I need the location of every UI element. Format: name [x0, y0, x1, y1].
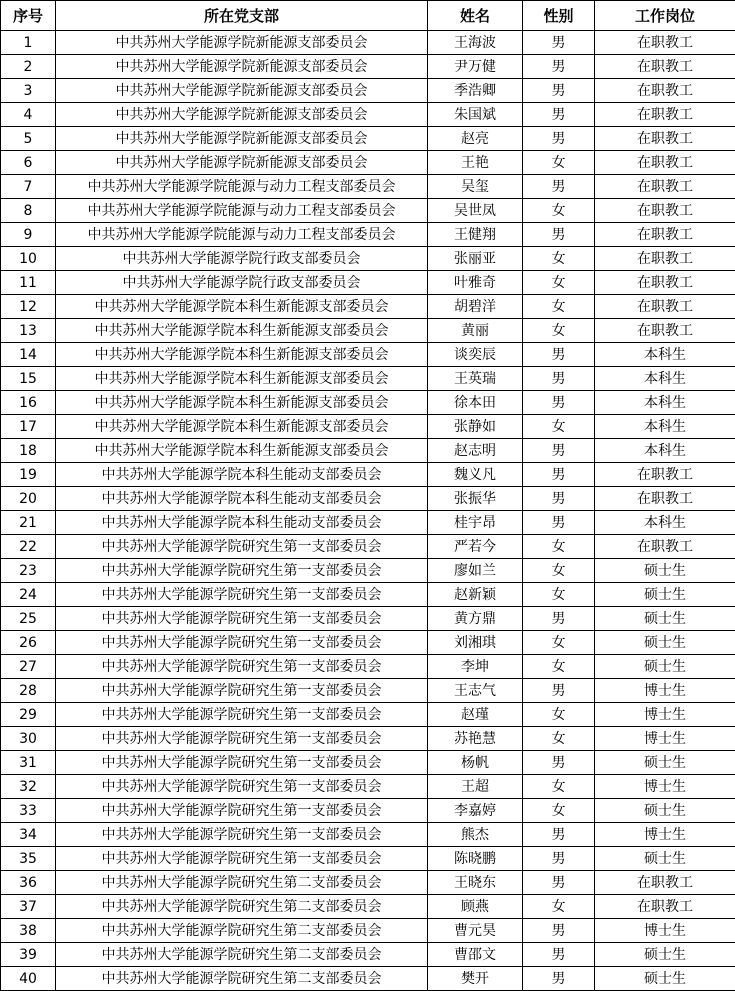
cell-name: 季浩卿	[428, 79, 523, 103]
cell-post: 硕士生	[595, 607, 735, 631]
cell-name: 吴世凤	[428, 199, 523, 223]
cell-branch: 中共苏州大学能源学院新能源支部委员会	[56, 151, 428, 175]
table-row	[1, 607, 735, 631]
header-branch: 所在党支部	[56, 1, 428, 31]
cell-branch: 中共苏州大学能源学院研究生第二支部委员会	[56, 871, 428, 895]
cell-index: 20	[1, 487, 56, 511]
cell-index: 26	[1, 631, 56, 655]
cell-gender: 男	[523, 919, 595, 943]
cell-branch: 中共苏州大学能源学院研究生第一支部委员会	[56, 775, 428, 799]
cell-index: 16	[1, 391, 56, 415]
table-row	[1, 967, 735, 991]
cell-name: 叶雅奇	[428, 271, 523, 295]
cell-index: 10	[1, 247, 56, 271]
cell-post: 在职教工	[595, 247, 735, 271]
cell-branch: 中共苏州大学能源学院研究生第二支部委员会	[56, 895, 428, 919]
cell-branch: 中共苏州大学能源学院研究生第一支部委员会	[56, 751, 428, 775]
table-row	[1, 319, 735, 343]
cell-gender: 女	[523, 727, 595, 751]
cell-gender: 女	[523, 247, 595, 271]
cell-post: 博士生	[595, 823, 735, 847]
cell-name: 王健翔	[428, 223, 523, 247]
cell-gender: 女	[523, 271, 595, 295]
cell-branch: 中共苏州大学能源学院研究生第二支部委员会	[56, 943, 428, 967]
cell-branch: 中共苏州大学能源学院本科生新能源支部委员会	[56, 391, 428, 415]
table-row	[1, 415, 735, 439]
cell-post: 在职教工	[595, 535, 735, 559]
cell-gender: 男	[523, 439, 595, 463]
cell-gender: 男	[523, 463, 595, 487]
cell-name: 廖如兰	[428, 559, 523, 583]
header-index: 序号	[1, 1, 56, 31]
cell-name: 王海波	[428, 31, 523, 55]
cell-name: 魏义凡	[428, 463, 523, 487]
cell-name: 曹元昊	[428, 919, 523, 943]
cell-post: 博士生	[595, 775, 735, 799]
cell-branch: 中共苏州大学能源学院本科生新能源支部委员会	[56, 439, 428, 463]
cell-index: 8	[1, 199, 56, 223]
cell-post: 本科生	[595, 415, 735, 439]
cell-gender: 男	[523, 487, 595, 511]
cell-gender: 男	[523, 223, 595, 247]
table-row	[1, 151, 735, 175]
cell-name: 赵新颖	[428, 583, 523, 607]
cell-index: 24	[1, 583, 56, 607]
cell-name: 顾燕	[428, 895, 523, 919]
cell-index: 19	[1, 463, 56, 487]
cell-index: 29	[1, 703, 56, 727]
cell-branch: 中共苏州大学能源学院研究生第二支部委员会	[56, 967, 428, 991]
cell-gender: 男	[523, 31, 595, 55]
cell-index: 36	[1, 871, 56, 895]
table-row	[1, 295, 735, 319]
cell-branch: 中共苏州大学能源学院能源与动力工程支部委员会	[56, 175, 428, 199]
cell-gender: 女	[523, 559, 595, 583]
cell-index: 39	[1, 943, 56, 967]
cell-post: 在职教工	[595, 463, 735, 487]
cell-post: 本科生	[595, 343, 735, 367]
cell-gender: 女	[523, 775, 595, 799]
cell-index: 17	[1, 415, 56, 439]
cell-name: 王超	[428, 775, 523, 799]
cell-name: 曹邵文	[428, 943, 523, 967]
cell-index: 25	[1, 607, 56, 631]
cell-index: 23	[1, 559, 56, 583]
cell-branch: 中共苏州大学能源学院研究生第一支部委员会	[56, 679, 428, 703]
cell-branch: 中共苏州大学能源学院研究生第一支部委员会	[56, 847, 428, 871]
cell-index: 31	[1, 751, 56, 775]
cell-name: 胡碧洋	[428, 295, 523, 319]
cell-branch: 中共苏州大学能源学院新能源支部委员会	[56, 127, 428, 151]
cell-post: 在职教工	[595, 127, 735, 151]
cell-branch: 中共苏州大学能源学院研究生第一支部委员会	[56, 799, 428, 823]
cell-name: 桂宇昂	[428, 511, 523, 535]
table-row	[1, 679, 735, 703]
cell-index: 27	[1, 655, 56, 679]
cell-gender: 女	[523, 583, 595, 607]
cell-branch: 中共苏州大学能源学院本科生能动支部委员会	[56, 487, 428, 511]
cell-branch: 中共苏州大学能源学院本科生新能源支部委员会	[56, 295, 428, 319]
cell-index: 33	[1, 799, 56, 823]
cell-branch: 中共苏州大学能源学院研究生第一支部委员会	[56, 727, 428, 751]
cell-post: 本科生	[595, 391, 735, 415]
table-row	[1, 511, 735, 535]
cell-post: 在职教工	[595, 55, 735, 79]
cell-post: 硕士生	[595, 967, 735, 991]
cell-name: 黄方鼎	[428, 607, 523, 631]
cell-post: 本科生	[595, 511, 735, 535]
cell-gender: 男	[523, 55, 595, 79]
cell-name: 黄丽	[428, 319, 523, 343]
cell-post: 在职教工	[595, 895, 735, 919]
cell-branch: 中共苏州大学能源学院研究生第一支部委员会	[56, 655, 428, 679]
cell-name: 李嘉婷	[428, 799, 523, 823]
cell-branch: 中共苏州大学能源学院本科生新能源支部委员会	[56, 319, 428, 343]
cell-index: 4	[1, 103, 56, 127]
cell-name: 尹万健	[428, 55, 523, 79]
cell-branch: 中共苏州大学能源学院研究生第一支部委员会	[56, 703, 428, 727]
cell-index: 38	[1, 919, 56, 943]
table-header-row	[1, 1, 735, 31]
cell-gender: 女	[523, 655, 595, 679]
cell-branch: 中共苏州大学能源学院新能源支部委员会	[56, 103, 428, 127]
cell-gender: 女	[523, 799, 595, 823]
cell-gender: 男	[523, 607, 595, 631]
cell-post: 在职教工	[595, 223, 735, 247]
cell-index: 21	[1, 511, 56, 535]
table-row	[1, 391, 735, 415]
cell-gender: 男	[523, 943, 595, 967]
table-row	[1, 367, 735, 391]
table-row	[1, 823, 735, 847]
cell-name: 王志气	[428, 679, 523, 703]
cell-index: 9	[1, 223, 56, 247]
table-row	[1, 631, 735, 655]
table-row	[1, 127, 735, 151]
cell-branch: 中共苏州大学能源学院本科生新能源支部委员会	[56, 343, 428, 367]
cell-post: 硕士生	[595, 751, 735, 775]
cell-gender: 男	[523, 103, 595, 127]
table-row	[1, 487, 735, 511]
cell-index: 7	[1, 175, 56, 199]
cell-post: 博士生	[595, 679, 735, 703]
header-gender: 性别	[523, 1, 595, 31]
cell-post: 在职教工	[595, 79, 735, 103]
cell-post: 硕士生	[595, 583, 735, 607]
cell-gender: 男	[523, 967, 595, 991]
table-row	[1, 343, 735, 367]
cell-index: 1	[1, 31, 56, 55]
table-row	[1, 751, 735, 775]
cell-gender: 女	[523, 535, 595, 559]
cell-branch: 中共苏州大学能源学院本科生新能源支部委员会	[56, 415, 428, 439]
cell-name: 赵亮	[428, 127, 523, 151]
cell-branch: 中共苏州大学能源学院研究生第一支部委员会	[56, 583, 428, 607]
cell-post: 在职教工	[595, 103, 735, 127]
cell-index: 3	[1, 79, 56, 103]
cell-name: 吴玺	[428, 175, 523, 199]
cell-post: 博士生	[595, 919, 735, 943]
cell-gender: 男	[523, 367, 595, 391]
table-row	[1, 55, 735, 79]
cell-name: 樊开	[428, 967, 523, 991]
table-row	[1, 439, 735, 463]
table-row	[1, 559, 735, 583]
cell-post: 博士生	[595, 703, 735, 727]
cell-post: 硕士生	[595, 559, 735, 583]
cell-name: 张丽亚	[428, 247, 523, 271]
cell-name: 赵瑾	[428, 703, 523, 727]
cell-index: 22	[1, 535, 56, 559]
table-body	[1, 31, 735, 991]
cell-post: 在职教工	[595, 295, 735, 319]
cell-index: 37	[1, 895, 56, 919]
table-row	[1, 79, 735, 103]
cell-branch: 中共苏州大学能源学院研究生第二支部委员会	[56, 919, 428, 943]
cell-gender: 男	[523, 79, 595, 103]
cell-branch: 中共苏州大学能源学院研究生第一支部委员会	[56, 631, 428, 655]
cell-name: 王晓东	[428, 871, 523, 895]
cell-name: 王英瑞	[428, 367, 523, 391]
table-row	[1, 847, 735, 871]
cell-index: 18	[1, 439, 56, 463]
table-row	[1, 943, 735, 967]
table-row	[1, 775, 735, 799]
cell-name: 张静如	[428, 415, 523, 439]
cell-index: 13	[1, 319, 56, 343]
cell-gender: 女	[523, 415, 595, 439]
cell-index: 15	[1, 367, 56, 391]
cell-index: 6	[1, 151, 56, 175]
cell-index: 12	[1, 295, 56, 319]
table-row	[1, 103, 735, 127]
cell-index: 5	[1, 127, 56, 151]
cell-gender: 男	[523, 175, 595, 199]
cell-post: 硕士生	[595, 631, 735, 655]
header-post: 工作岗位	[595, 1, 735, 31]
cell-post: 在职教工	[595, 175, 735, 199]
cell-gender: 女	[523, 199, 595, 223]
cell-index: 28	[1, 679, 56, 703]
table-row	[1, 919, 735, 943]
cell-name: 赵志明	[428, 439, 523, 463]
cell-branch: 中共苏州大学能源学院研究生第一支部委员会	[56, 607, 428, 631]
cell-index: 30	[1, 727, 56, 751]
cell-gender: 女	[523, 151, 595, 175]
header-name: 姓名	[428, 1, 523, 31]
table-row	[1, 799, 735, 823]
cell-gender: 男	[523, 847, 595, 871]
table-row	[1, 31, 735, 55]
cell-post: 在职教工	[595, 271, 735, 295]
cell-gender: 女	[523, 703, 595, 727]
table-row	[1, 223, 735, 247]
cell-gender: 女	[523, 895, 595, 919]
cell-branch: 中共苏州大学能源学院能源与动力工程支部委员会	[56, 223, 428, 247]
cell-index: 32	[1, 775, 56, 799]
cell-branch: 中共苏州大学能源学院本科生能动支部委员会	[56, 511, 428, 535]
cell-branch: 中共苏州大学能源学院研究生第一支部委员会	[56, 559, 428, 583]
cell-gender: 男	[523, 343, 595, 367]
table-row	[1, 199, 735, 223]
cell-index: 14	[1, 343, 56, 367]
cell-branch: 中共苏州大学能源学院能源与动力工程支部委员会	[56, 199, 428, 223]
cell-index: 35	[1, 847, 56, 871]
cell-post: 在职教工	[595, 319, 735, 343]
cell-post: 硕士生	[595, 943, 735, 967]
cell-post: 本科生	[595, 439, 735, 463]
cell-branch: 中共苏州大学能源学院行政支部委员会	[56, 247, 428, 271]
table-row	[1, 655, 735, 679]
cell-gender: 男	[523, 391, 595, 415]
cell-index: 34	[1, 823, 56, 847]
cell-post: 在职教工	[595, 487, 735, 511]
table-row	[1, 463, 735, 487]
table-row	[1, 895, 735, 919]
cell-name: 苏艳慧	[428, 727, 523, 751]
cell-name: 陈晓鹏	[428, 847, 523, 871]
cell-gender: 女	[523, 631, 595, 655]
cell-branch: 中共苏州大学能源学院新能源支部委员会	[56, 55, 428, 79]
cell-name: 刘湘琪	[428, 631, 523, 655]
cell-branch: 中共苏州大学能源学院新能源支部委员会	[56, 79, 428, 103]
cell-gender: 男	[523, 823, 595, 847]
cell-gender: 女	[523, 319, 595, 343]
cell-post: 在职教工	[595, 199, 735, 223]
cell-index: 2	[1, 55, 56, 79]
cell-branch: 中共苏州大学能源学院研究生第一支部委员会	[56, 823, 428, 847]
table-row	[1, 727, 735, 751]
cell-post: 本科生	[595, 367, 735, 391]
cell-gender: 男	[523, 511, 595, 535]
table-row	[1, 175, 735, 199]
cell-branch: 中共苏州大学能源学院本科生新能源支部委员会	[56, 367, 428, 391]
cell-gender: 男	[523, 751, 595, 775]
cell-name: 严若今	[428, 535, 523, 559]
cell-name: 杨帆	[428, 751, 523, 775]
cell-post: 硕士生	[595, 847, 735, 871]
cell-gender: 女	[523, 295, 595, 319]
cell-name: 徐本田	[428, 391, 523, 415]
table-row	[1, 535, 735, 559]
table-row	[1, 583, 735, 607]
cell-post: 在职教工	[595, 151, 735, 175]
cell-name: 谈奕辰	[428, 343, 523, 367]
table-row	[1, 271, 735, 295]
cell-gender: 男	[523, 127, 595, 151]
cell-branch: 中共苏州大学能源学院研究生第一支部委员会	[56, 535, 428, 559]
table-row	[1, 703, 735, 727]
cell-post: 在职教工	[595, 31, 735, 55]
cell-post: 硕士生	[595, 655, 735, 679]
cell-branch: 中共苏州大学能源学院新能源支部委员会	[56, 31, 428, 55]
cell-gender: 男	[523, 871, 595, 895]
cell-name: 王艳	[428, 151, 523, 175]
cell-index: 40	[1, 967, 56, 991]
cell-post: 硕士生	[595, 799, 735, 823]
table-row	[1, 247, 735, 271]
cell-post: 在职教工	[595, 871, 735, 895]
cell-name: 张振华	[428, 487, 523, 511]
cell-name: 李坤	[428, 655, 523, 679]
cell-post: 博士生	[595, 727, 735, 751]
cell-branch: 中共苏州大学能源学院行政支部委员会	[56, 271, 428, 295]
cell-index: 11	[1, 271, 56, 295]
cell-name: 朱国斌	[428, 103, 523, 127]
cell-branch: 中共苏州大学能源学院本科生能动支部委员会	[56, 463, 428, 487]
cell-name: 熊杰	[428, 823, 523, 847]
table-row	[1, 871, 735, 895]
cell-gender: 男	[523, 679, 595, 703]
